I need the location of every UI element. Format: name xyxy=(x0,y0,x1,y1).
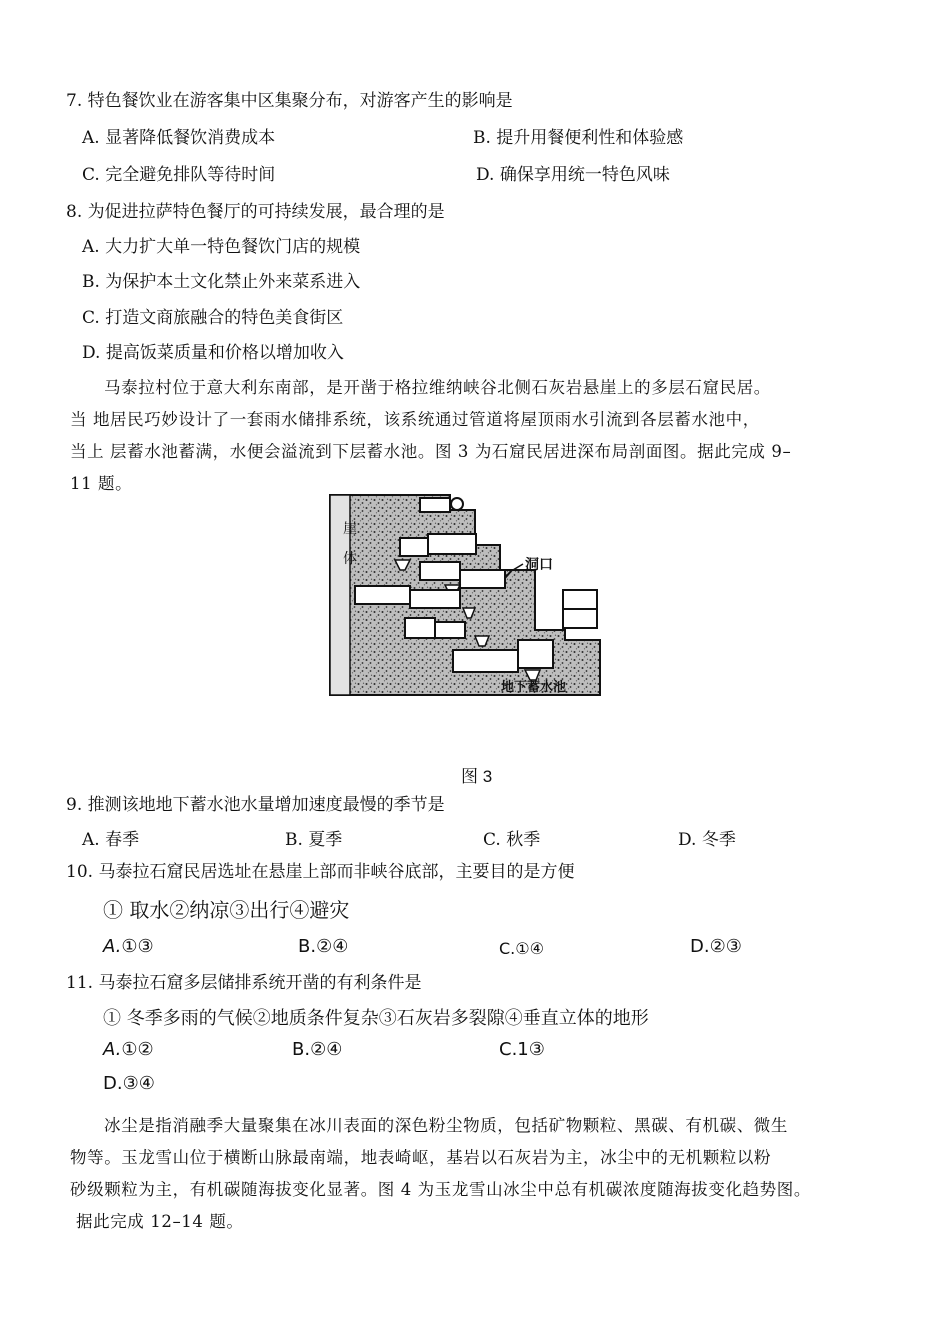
q8-option-b: B. 为保护本土文化禁止外来菜系进入 xyxy=(82,272,361,292)
q8-option-a: A. 大力扩大单一特色餐饮门店的规模 xyxy=(82,237,361,257)
q11-option-a: A.①② xyxy=(103,1039,154,1060)
cave-section-diagram xyxy=(325,490,625,700)
q8-option-c: C. 打造文商旅融合的特色美食街区 xyxy=(82,308,344,328)
q7-option-d: D. 确保享用统一特色风味 xyxy=(476,165,670,185)
q10-items: ① 取水②纳凉③出行④避灾 xyxy=(103,898,350,922)
cave-opening-label: 洞口 xyxy=(525,556,553,572)
q10-option-a: A.①③ xyxy=(103,936,154,957)
passage-matera-line-2: 当 地居民巧妙设计了一套雨水储排系统，该系统通过管道将屋顶雨水引流到各层蓄水池中， xyxy=(70,410,760,429)
q10-stem: 10. 马泰拉石窟民居选址在悬崖上部而非峡谷底部，主要目的是方便 xyxy=(66,862,575,882)
q11-option-b: B.②④ xyxy=(292,1039,343,1060)
q7-option-b: B. 提升用餐便利性和体验感 xyxy=(473,128,684,148)
passage-ice-dust-line-4: 据此完成 12–14 题。 xyxy=(76,1212,244,1231)
q9-option-c: C. 秋季 xyxy=(483,830,541,850)
q10-option-b: B.②④ xyxy=(298,936,349,957)
q8-option-d: D. 提高饭菜质量和价格以增加收入 xyxy=(82,343,344,363)
q10-option-d: D.②③ xyxy=(690,936,742,957)
passage-ice-dust-line-2: 物等。玉龙雪山位于横断山脉最南端，地表崎岖，基岩以石灰岩为主，冰尘中的无机颗粒以粉 xyxy=(70,1148,772,1167)
q9-option-d: D. 冬季 xyxy=(678,830,736,850)
q11-option-d: D.③④ xyxy=(103,1073,155,1094)
passage-matera-line-4: 11 题。 xyxy=(70,474,133,493)
cliff-label-1: 崖 xyxy=(343,520,357,536)
q9-option-b: B. 夏季 xyxy=(285,830,343,850)
underground-reservoir-label: 地下蓄水池 xyxy=(501,679,567,694)
cliff-label-2: 体 xyxy=(343,550,357,566)
figure-3-caption: 图 3 xyxy=(461,767,493,786)
q10-option-c: C.①④ xyxy=(499,939,544,958)
q7-option-a: A. 显著降低餐饮消费成本 xyxy=(82,128,276,148)
q9-option-a: A. 春季 xyxy=(82,830,140,850)
q7-stem: 7. 特色餐饮业在游客集中区集聚分布，对游客产生的影响是 xyxy=(66,91,513,111)
q11-option-c: C.1③ xyxy=(499,1039,545,1060)
q11-stem: 11. 马泰拉石窟多层储排系统开凿的有利条件是 xyxy=(66,973,422,993)
figure-3-cave-dwelling-section xyxy=(325,490,625,700)
passage-matera-line-1: 马泰拉村位于意大利东南部，是开凿于格拉维纳峡谷北侧石灰岩悬崖上的多层石窟民居。 xyxy=(104,378,771,397)
q7-option-c: C. 完全避免排队等待时间 xyxy=(82,165,276,185)
q8-stem: 8. 为促进拉萨特色餐厅的可持续发展，最合理的是 xyxy=(66,202,445,222)
passage-matera-line-3: 当上 层蓄水池蓄满，水便会溢流到下层蓄水池。图 3 为石窟民居进深布局剖面图。据此完成 9– xyxy=(70,442,792,461)
passage-ice-dust-line-1: 冰尘是指消融季大量聚集在冰川表面的深色粉尘物质，包括矿物颗粒、黑碳、有机碳、微生 xyxy=(104,1116,788,1135)
passage-ice-dust-line-3: 砂级颗粒为主，有机碳随海拔变化显著。图 4 为玉龙雪山冰尘中总有机碳浓度随海拔变化趋势图。 xyxy=(70,1180,811,1199)
q11-items: ① 冬季多雨的气候②地质条件复杂③石灰岩多裂隙④垂直立体的地形 xyxy=(103,1008,649,1029)
passage-matera xyxy=(70,372,890,500)
q9-stem: 9. 推测该地地下蓄水池水量增加速度最慢的季节是 xyxy=(66,795,445,815)
passage-ice-dust xyxy=(70,1110,900,1238)
